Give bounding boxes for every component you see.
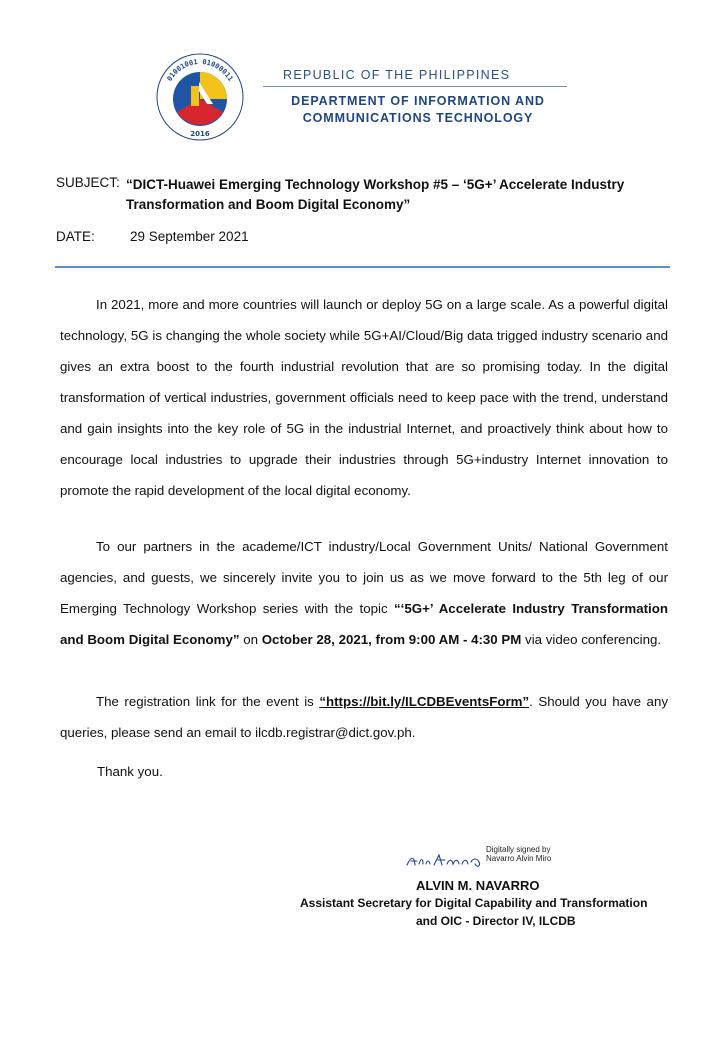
signer-title-line-2: and OIC - Director IV, ILCDB bbox=[416, 914, 576, 928]
p2-closing: via video conferencing. bbox=[521, 632, 662, 647]
digital-signed-line-1: Digitally signed by bbox=[486, 845, 551, 854]
digital-signature-note bbox=[486, 845, 551, 863]
department-line-2: COMMUNICATIONS TECHNOLOGY bbox=[302, 111, 534, 125]
body-paragraph-1: In 2021, more and more countries will launch or deploy 5G on a large scale. As a powerful digital technology, 5G is changing the whole society while 5G+AI/Cloud/Big data trigged industry scenario and gives an extra boost to the fourth industrial revolution that are so promising today. In the digital transformation of vertical industries, government officials need to keep pace with the trend, understand and gain insights into the key role of 5G in the industrial Internet, and proactively think about how to encourage local industries to upgrade their industries through 5G+industry Internet innovation to promote the rapid development of the local digital economy. bbox=[60, 297, 668, 498]
department-line-1: DEPARTMENT OF INFORMATION AND bbox=[291, 94, 545, 108]
p2-intro: To our partners in the academe/ICT industry/Local Government Units/ National Government agencies, and guests, we sincerely invite you to join us as we move forward to the 5th leg of our Emerging Technology Workshop series with the topic bbox=[60, 539, 668, 616]
registration-link[interactable]: “https://bit.ly/ILCDBEventsForm” bbox=[319, 694, 530, 709]
date-label: DATE: bbox=[56, 229, 95, 244]
body-paragraph-3 bbox=[60, 686, 668, 748]
department-heading bbox=[268, 93, 568, 127]
seal-icon bbox=[155, 52, 245, 142]
p3-contact: . Should you have any queries, please send an email to ilcdb.registrar@dict.gov.ph. bbox=[60, 694, 668, 740]
seal-year: 2016 bbox=[190, 130, 210, 138]
header-rule bbox=[263, 86, 567, 87]
section-divider bbox=[55, 266, 670, 268]
p2-on: on bbox=[239, 632, 262, 647]
republic-heading: REPUBLIC OF THE PHILIPPINES bbox=[283, 68, 511, 82]
subject-text: “DICT-Huawei Emerging Technology Workshop #5 – ‘5G+’ Accelerate Industry Transformation and Boom Digital Economy” bbox=[126, 177, 625, 212]
p2-event-datetime: October 28, 2021, from 9:00 AM - 4:30 PM bbox=[261, 632, 522, 647]
dict-seal-logo bbox=[155, 52, 245, 142]
p3-intro: The registration link for the event is bbox=[96, 694, 320, 709]
body-paragraph-2 bbox=[60, 531, 668, 655]
seal-binary-text: 01001001 01000011 bbox=[165, 58, 235, 83]
signer-title-line-1: Assistant Secretary for Digital Capability and Transformation bbox=[300, 896, 648, 910]
digital-signed-line-2: Navarro Alvin Miro bbox=[486, 854, 552, 863]
p2-workshop-topic: “‘5G+’ Accelerate Industry Transformation and Boom Digital Economy” bbox=[60, 601, 669, 647]
signature-icon bbox=[405, 850, 485, 870]
handwritten-signature bbox=[405, 850, 485, 870]
date-value: 29 September 2021 bbox=[130, 229, 249, 244]
closing-thanks: Thank you. bbox=[97, 764, 163, 779]
subject-label: SUBJECT: bbox=[56, 175, 120, 190]
signer-name: ALVIN M. NAVARRO bbox=[416, 878, 540, 893]
